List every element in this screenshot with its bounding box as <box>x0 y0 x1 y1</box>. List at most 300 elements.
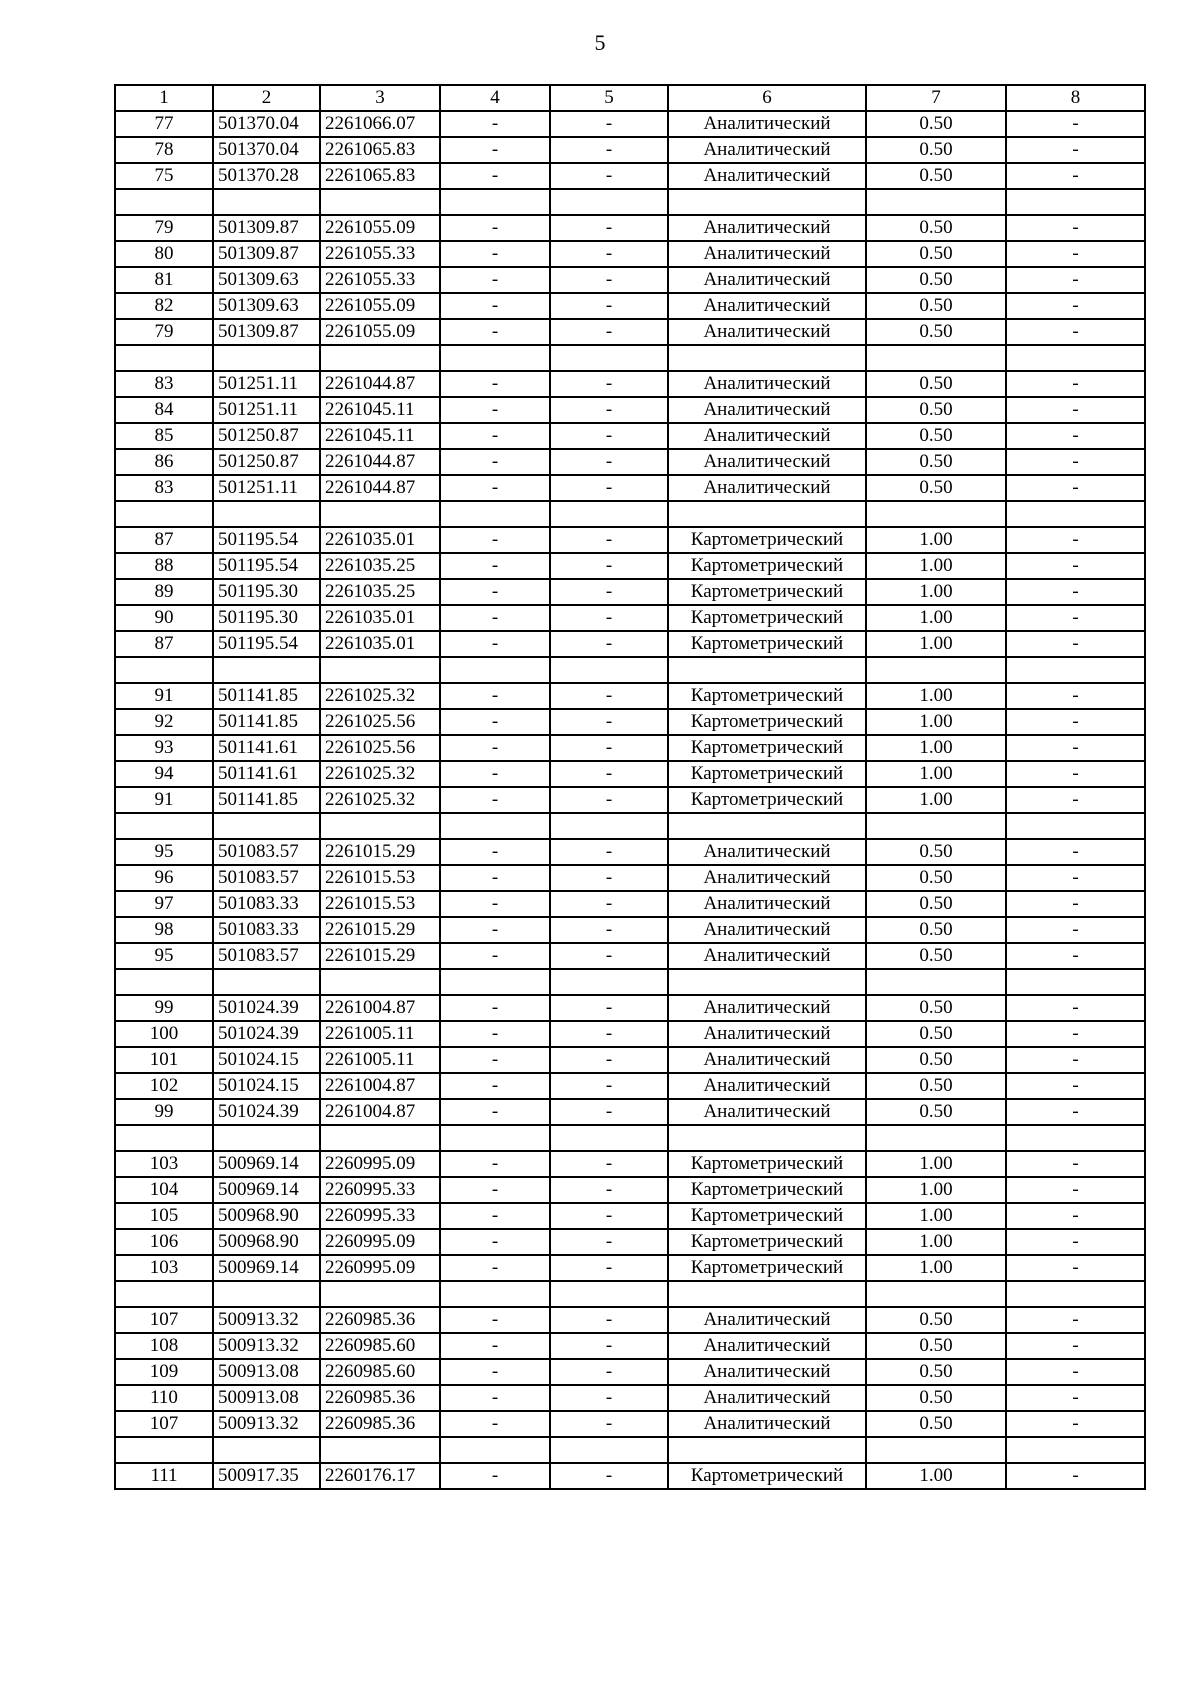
y-coordinate-cell: 2260995.09 <box>320 1151 440 1177</box>
method-cell: Аналитический <box>668 1359 866 1385</box>
point-number-cell <box>115 657 213 683</box>
y-coordinate-cell: 2261045.11 <box>320 397 440 423</box>
column-8-cell <box>1006 969 1145 995</box>
column-5-cell: - <box>550 891 668 917</box>
column-8-cell: - <box>1006 371 1145 397</box>
accuracy-cell: 0.50 <box>866 1047 1006 1073</box>
table-separator-row <box>115 813 1145 839</box>
column-4-cell: - <box>440 735 550 761</box>
column-4-cell: - <box>440 1021 550 1047</box>
accuracy-cell: 1.00 <box>866 787 1006 813</box>
x-coordinate-cell: 501195.30 <box>213 579 320 605</box>
method-cell: Аналитический <box>668 1385 866 1411</box>
y-coordinate-cell: 2261055.09 <box>320 319 440 345</box>
point-number-cell: 103 <box>115 1151 213 1177</box>
table-row <box>115 1385 1145 1411</box>
y-coordinate-cell: 2261065.83 <box>320 163 440 189</box>
column-8-cell <box>1006 1437 1145 1463</box>
x-coordinate-cell: 501309.63 <box>213 293 320 319</box>
y-coordinate-cell: 2260985.36 <box>320 1411 440 1437</box>
accuracy-cell: 1.00 <box>866 631 1006 657</box>
point-number-cell: 75 <box>115 163 213 189</box>
column-8-cell: - <box>1006 917 1145 943</box>
table-row <box>115 527 1145 553</box>
y-coordinate-cell: 2261055.33 <box>320 267 440 293</box>
x-coordinate-cell: 501083.57 <box>213 865 320 891</box>
column-5-cell: - <box>550 423 668 449</box>
table-row <box>115 709 1145 735</box>
column-header: 7 <box>866 85 1006 111</box>
column-4-cell: - <box>440 1359 550 1385</box>
accuracy-cell: 1.00 <box>866 527 1006 553</box>
table-row <box>115 1255 1145 1281</box>
point-number-cell: 110 <box>115 1385 213 1411</box>
x-coordinate-cell: 500969.14 <box>213 1255 320 1281</box>
column-5-cell: - <box>550 579 668 605</box>
column-4-cell: - <box>440 111 550 137</box>
accuracy-cell: 0.50 <box>866 215 1006 241</box>
point-number-cell: 91 <box>115 683 213 709</box>
point-number-cell: 103 <box>115 1255 213 1281</box>
column-4-cell: - <box>440 917 550 943</box>
point-number-cell: 105 <box>115 1203 213 1229</box>
column-5-cell: - <box>550 995 668 1021</box>
table-row <box>115 1229 1145 1255</box>
point-number-cell: 91 <box>115 787 213 813</box>
y-coordinate-cell: 2260985.36 <box>320 1385 440 1411</box>
point-number-cell: 80 <box>115 241 213 267</box>
accuracy-cell <box>866 345 1006 371</box>
column-4-cell <box>440 969 550 995</box>
method-cell: Аналитический <box>668 943 866 969</box>
column-4-cell: - <box>440 943 550 969</box>
x-coordinate-cell: 501024.15 <box>213 1073 320 1099</box>
column-4-cell: - <box>440 761 550 787</box>
accuracy-cell <box>866 1125 1006 1151</box>
column-8-cell: - <box>1006 1177 1145 1203</box>
y-coordinate-cell: 2261065.83 <box>320 137 440 163</box>
method-cell: Аналитический <box>668 1099 866 1125</box>
column-4-cell: - <box>440 293 550 319</box>
table-row <box>115 1307 1145 1333</box>
table-row <box>115 735 1145 761</box>
point-number-cell: 107 <box>115 1411 213 1437</box>
accuracy-cell: 0.50 <box>866 995 1006 1021</box>
y-coordinate-cell <box>320 1125 440 1151</box>
accuracy-cell: 0.50 <box>866 1307 1006 1333</box>
x-coordinate-cell: 501370.28 <box>213 163 320 189</box>
x-coordinate-cell: 501250.87 <box>213 449 320 475</box>
y-coordinate-cell: 2261035.01 <box>320 631 440 657</box>
method-cell: Картометрический <box>668 1203 866 1229</box>
y-coordinate-cell: 2261035.01 <box>320 605 440 631</box>
table-row <box>115 1099 1145 1125</box>
table-row <box>115 1151 1145 1177</box>
column-8-cell: - <box>1006 163 1145 189</box>
method-cell: Аналитический <box>668 163 866 189</box>
accuracy-cell: 0.50 <box>866 865 1006 891</box>
column-4-cell: - <box>440 891 550 917</box>
column-4-cell <box>440 657 550 683</box>
column-8-cell: - <box>1006 1203 1145 1229</box>
column-8-cell <box>1006 501 1145 527</box>
column-5-cell: - <box>550 267 668 293</box>
y-coordinate-cell: 2260995.09 <box>320 1229 440 1255</box>
y-coordinate-cell <box>320 969 440 995</box>
column-4-cell: - <box>440 839 550 865</box>
column-5-cell: - <box>550 787 668 813</box>
column-8-cell: - <box>1006 787 1145 813</box>
y-coordinate-cell: 2261015.29 <box>320 917 440 943</box>
point-number-cell: 95 <box>115 943 213 969</box>
accuracy-cell: 0.50 <box>866 423 1006 449</box>
table-row <box>115 267 1145 293</box>
column-8-cell: - <box>1006 1229 1145 1255</box>
table-separator-row <box>115 345 1145 371</box>
accuracy-cell: 0.50 <box>866 943 1006 969</box>
column-8-cell: - <box>1006 579 1145 605</box>
column-8-cell: - <box>1006 735 1145 761</box>
column-5-cell: - <box>550 1151 668 1177</box>
x-coordinate-cell <box>213 1281 320 1307</box>
column-4-cell: - <box>440 865 550 891</box>
point-number-cell: 87 <box>115 527 213 553</box>
column-5-cell: - <box>550 527 668 553</box>
column-8-cell: - <box>1006 241 1145 267</box>
table-row <box>115 319 1145 345</box>
point-number-cell: 90 <box>115 605 213 631</box>
y-coordinate-cell: 2261004.87 <box>320 995 440 1021</box>
accuracy-cell <box>866 657 1006 683</box>
x-coordinate-cell: 501195.54 <box>213 631 320 657</box>
y-coordinate-cell: 2261015.53 <box>320 865 440 891</box>
y-coordinate-cell: 2260995.09 <box>320 1255 440 1281</box>
table-body <box>115 85 1145 1489</box>
y-coordinate-cell: 2261004.87 <box>320 1073 440 1099</box>
table-row <box>115 605 1145 631</box>
x-coordinate-cell: 501251.11 <box>213 371 320 397</box>
y-coordinate-cell: 2261066.07 <box>320 111 440 137</box>
method-cell: Аналитический <box>668 865 866 891</box>
x-coordinate-cell: 501309.87 <box>213 215 320 241</box>
point-number-cell: 102 <box>115 1073 213 1099</box>
table-row <box>115 1203 1145 1229</box>
column-5-cell: - <box>550 137 668 163</box>
accuracy-cell: 0.50 <box>866 1385 1006 1411</box>
point-number-cell: 106 <box>115 1229 213 1255</box>
method-cell: Аналитический <box>668 397 866 423</box>
column-5-cell: - <box>550 1255 668 1281</box>
y-coordinate-cell: 2261025.56 <box>320 735 440 761</box>
column-4-cell: - <box>440 215 550 241</box>
column-4-cell <box>440 1281 550 1307</box>
column-4-cell: - <box>440 1151 550 1177</box>
x-coordinate-cell: 501195.30 <box>213 605 320 631</box>
table-row <box>115 1463 1145 1489</box>
table-row <box>115 397 1145 423</box>
point-number-cell: 79 <box>115 215 213 241</box>
column-8-cell <box>1006 657 1145 683</box>
accuracy-cell <box>866 1437 1006 1463</box>
table-row <box>115 449 1145 475</box>
column-8-cell: - <box>1006 683 1145 709</box>
method-cell: Аналитический <box>668 241 866 267</box>
column-4-cell <box>440 501 550 527</box>
column-4-cell <box>440 1125 550 1151</box>
x-coordinate-cell <box>213 501 320 527</box>
x-coordinate-cell <box>213 1125 320 1151</box>
method-cell: Аналитический <box>668 475 866 501</box>
method-cell: Аналитический <box>668 423 866 449</box>
x-coordinate-cell <box>213 189 320 215</box>
column-4-cell: - <box>440 1333 550 1359</box>
column-header: 6 <box>668 85 866 111</box>
table-row <box>115 241 1145 267</box>
y-coordinate-cell: 2260985.60 <box>320 1333 440 1359</box>
table-row <box>115 1359 1145 1385</box>
method-cell <box>668 657 866 683</box>
y-coordinate-cell <box>320 657 440 683</box>
accuracy-cell: 0.50 <box>866 267 1006 293</box>
column-5-cell: - <box>550 1385 668 1411</box>
table-row <box>115 475 1145 501</box>
column-4-cell: - <box>440 1307 550 1333</box>
method-cell: Картометрический <box>668 1151 866 1177</box>
column-8-cell: - <box>1006 605 1145 631</box>
column-header: 1 <box>115 85 213 111</box>
y-coordinate-cell <box>320 345 440 371</box>
accuracy-cell: 0.50 <box>866 319 1006 345</box>
point-number-cell <box>115 501 213 527</box>
y-coordinate-cell <box>320 813 440 839</box>
table-row <box>115 579 1145 605</box>
point-number-cell: 82 <box>115 293 213 319</box>
column-8-cell: - <box>1006 1151 1145 1177</box>
column-5-cell: - <box>550 735 668 761</box>
method-cell <box>668 501 866 527</box>
accuracy-cell: 0.50 <box>866 163 1006 189</box>
x-coordinate-cell: 501309.87 <box>213 241 320 267</box>
accuracy-cell: 1.00 <box>866 579 1006 605</box>
accuracy-cell: 0.50 <box>866 137 1006 163</box>
point-number-cell <box>115 813 213 839</box>
y-coordinate-cell: 2261025.32 <box>320 683 440 709</box>
column-8-cell: - <box>1006 943 1145 969</box>
table-row <box>115 995 1145 1021</box>
column-5-cell: - <box>550 1203 668 1229</box>
method-cell: Аналитический <box>668 137 866 163</box>
x-coordinate-cell: 501195.54 <box>213 553 320 579</box>
x-coordinate-cell: 500913.32 <box>213 1307 320 1333</box>
x-coordinate-cell: 501141.85 <box>213 709 320 735</box>
method-cell: Аналитический <box>668 449 866 475</box>
column-header: 3 <box>320 85 440 111</box>
column-8-cell: - <box>1006 891 1145 917</box>
table-row <box>115 787 1145 813</box>
x-coordinate-cell: 500968.90 <box>213 1203 320 1229</box>
point-number-cell: 97 <box>115 891 213 917</box>
column-5-cell: - <box>550 1099 668 1125</box>
point-number-cell <box>115 969 213 995</box>
table-separator-row <box>115 1437 1145 1463</box>
point-number-cell: 92 <box>115 709 213 735</box>
table-row <box>115 1333 1145 1359</box>
column-8-cell: - <box>1006 865 1145 891</box>
accuracy-cell: 1.00 <box>866 1463 1006 1489</box>
table-row <box>115 423 1145 449</box>
point-number-cell: 104 <box>115 1177 213 1203</box>
accuracy-cell <box>866 501 1006 527</box>
column-8-cell: - <box>1006 215 1145 241</box>
column-4-cell: - <box>440 1099 550 1125</box>
column-4-cell: - <box>440 1229 550 1255</box>
point-number-cell: 101 <box>115 1047 213 1073</box>
column-8-cell: - <box>1006 709 1145 735</box>
accuracy-cell: 1.00 <box>866 761 1006 787</box>
column-5-cell <box>550 969 668 995</box>
point-number-cell: 100 <box>115 1021 213 1047</box>
column-5-cell: - <box>550 943 668 969</box>
point-number-cell: 81 <box>115 267 213 293</box>
accuracy-cell: 1.00 <box>866 1255 1006 1281</box>
accuracy-cell: 1.00 <box>866 553 1006 579</box>
column-8-cell: - <box>1006 475 1145 501</box>
point-number-cell: 79 <box>115 319 213 345</box>
column-5-cell: - <box>550 1073 668 1099</box>
accuracy-cell: 0.50 <box>866 111 1006 137</box>
column-5-cell: - <box>550 1021 668 1047</box>
column-8-cell <box>1006 1125 1145 1151</box>
table-row <box>115 137 1145 163</box>
column-4-cell: - <box>440 605 550 631</box>
y-coordinate-cell: 2260995.33 <box>320 1203 440 1229</box>
column-4-cell: - <box>440 397 550 423</box>
accuracy-cell: 0.50 <box>866 917 1006 943</box>
column-4-cell: - <box>440 449 550 475</box>
table-row <box>115 917 1145 943</box>
column-4-cell: - <box>440 1385 550 1411</box>
table-separator-row <box>115 189 1145 215</box>
column-5-cell: - <box>550 1177 668 1203</box>
column-5-cell: - <box>550 631 668 657</box>
column-8-cell: - <box>1006 1021 1145 1047</box>
method-cell <box>668 1281 866 1307</box>
column-8-cell: - <box>1006 839 1145 865</box>
column-4-cell <box>440 189 550 215</box>
point-number-cell <box>115 345 213 371</box>
table-row <box>115 891 1145 917</box>
point-number-cell: 108 <box>115 1333 213 1359</box>
point-number-cell: 93 <box>115 735 213 761</box>
y-coordinate-cell: 2260995.33 <box>320 1177 440 1203</box>
y-coordinate-cell: 2261044.87 <box>320 371 440 397</box>
column-8-cell <box>1006 813 1145 839</box>
column-8-cell <box>1006 1281 1145 1307</box>
column-4-cell: - <box>440 423 550 449</box>
point-number-cell: 109 <box>115 1359 213 1385</box>
column-5-cell: - <box>550 865 668 891</box>
method-cell: Аналитический <box>668 215 866 241</box>
method-cell: Аналитический <box>668 1047 866 1073</box>
column-4-cell: - <box>440 1177 550 1203</box>
accuracy-cell: 0.50 <box>866 1333 1006 1359</box>
method-cell: Картометрический <box>668 1463 866 1489</box>
x-coordinate-cell <box>213 813 320 839</box>
column-4-cell: - <box>440 137 550 163</box>
point-number-cell: 87 <box>115 631 213 657</box>
method-cell: Аналитический <box>668 267 866 293</box>
column-8-cell: - <box>1006 1385 1145 1411</box>
table-row <box>115 293 1145 319</box>
x-coordinate-cell: 501083.57 <box>213 839 320 865</box>
column-5-cell <box>550 345 668 371</box>
method-cell: Аналитический <box>668 1073 866 1099</box>
accuracy-cell: 0.50 <box>866 475 1006 501</box>
accuracy-cell: 1.00 <box>866 1151 1006 1177</box>
table-row <box>115 111 1145 137</box>
accuracy-cell <box>866 189 1006 215</box>
column-4-cell: - <box>440 579 550 605</box>
column-4-cell: - <box>440 1255 550 1281</box>
point-number-cell <box>115 189 213 215</box>
method-cell: Аналитический <box>668 1411 866 1437</box>
column-5-cell <box>550 813 668 839</box>
column-4-cell: - <box>440 631 550 657</box>
column-5-cell: - <box>550 111 668 137</box>
x-coordinate-cell <box>213 969 320 995</box>
method-cell: Картометрический <box>668 553 866 579</box>
x-coordinate-cell: 501141.61 <box>213 761 320 787</box>
x-coordinate-cell: 500968.90 <box>213 1229 320 1255</box>
accuracy-cell: 0.50 <box>866 397 1006 423</box>
column-5-cell: - <box>550 215 668 241</box>
method-cell <box>668 1125 866 1151</box>
point-number-cell: 84 <box>115 397 213 423</box>
table-row <box>115 631 1145 657</box>
y-coordinate-cell: 2261035.25 <box>320 553 440 579</box>
x-coordinate-cell: 501370.04 <box>213 137 320 163</box>
column-8-cell: - <box>1006 1333 1145 1359</box>
method-cell: Аналитический <box>668 995 866 1021</box>
y-coordinate-cell: 2261035.01 <box>320 527 440 553</box>
column-5-cell: - <box>550 1411 668 1437</box>
column-8-cell: - <box>1006 553 1145 579</box>
column-4-cell: - <box>440 1203 550 1229</box>
table-row <box>115 865 1145 891</box>
column-header: 5 <box>550 85 668 111</box>
column-5-cell: - <box>550 605 668 631</box>
column-5-cell: - <box>550 839 668 865</box>
x-coordinate-cell: 501195.54 <box>213 527 320 553</box>
point-number-cell <box>115 1125 213 1151</box>
x-coordinate-cell: 501024.39 <box>213 995 320 1021</box>
method-cell: Картометрический <box>668 683 866 709</box>
x-coordinate-cell: 501083.33 <box>213 891 320 917</box>
column-5-cell: - <box>550 397 668 423</box>
column-5-cell: - <box>550 709 668 735</box>
table-separator-row <box>115 969 1145 995</box>
y-coordinate-cell: 2261055.09 <box>320 293 440 319</box>
y-coordinate-cell: 2261055.09 <box>320 215 440 241</box>
y-coordinate-cell: 2261015.29 <box>320 943 440 969</box>
column-8-cell: - <box>1006 423 1145 449</box>
method-cell: Аналитический <box>668 111 866 137</box>
x-coordinate-cell: 501141.61 <box>213 735 320 761</box>
method-cell <box>668 1437 866 1463</box>
column-8-cell: - <box>1006 1099 1145 1125</box>
column-8-cell: - <box>1006 995 1145 1021</box>
table-row <box>115 163 1145 189</box>
